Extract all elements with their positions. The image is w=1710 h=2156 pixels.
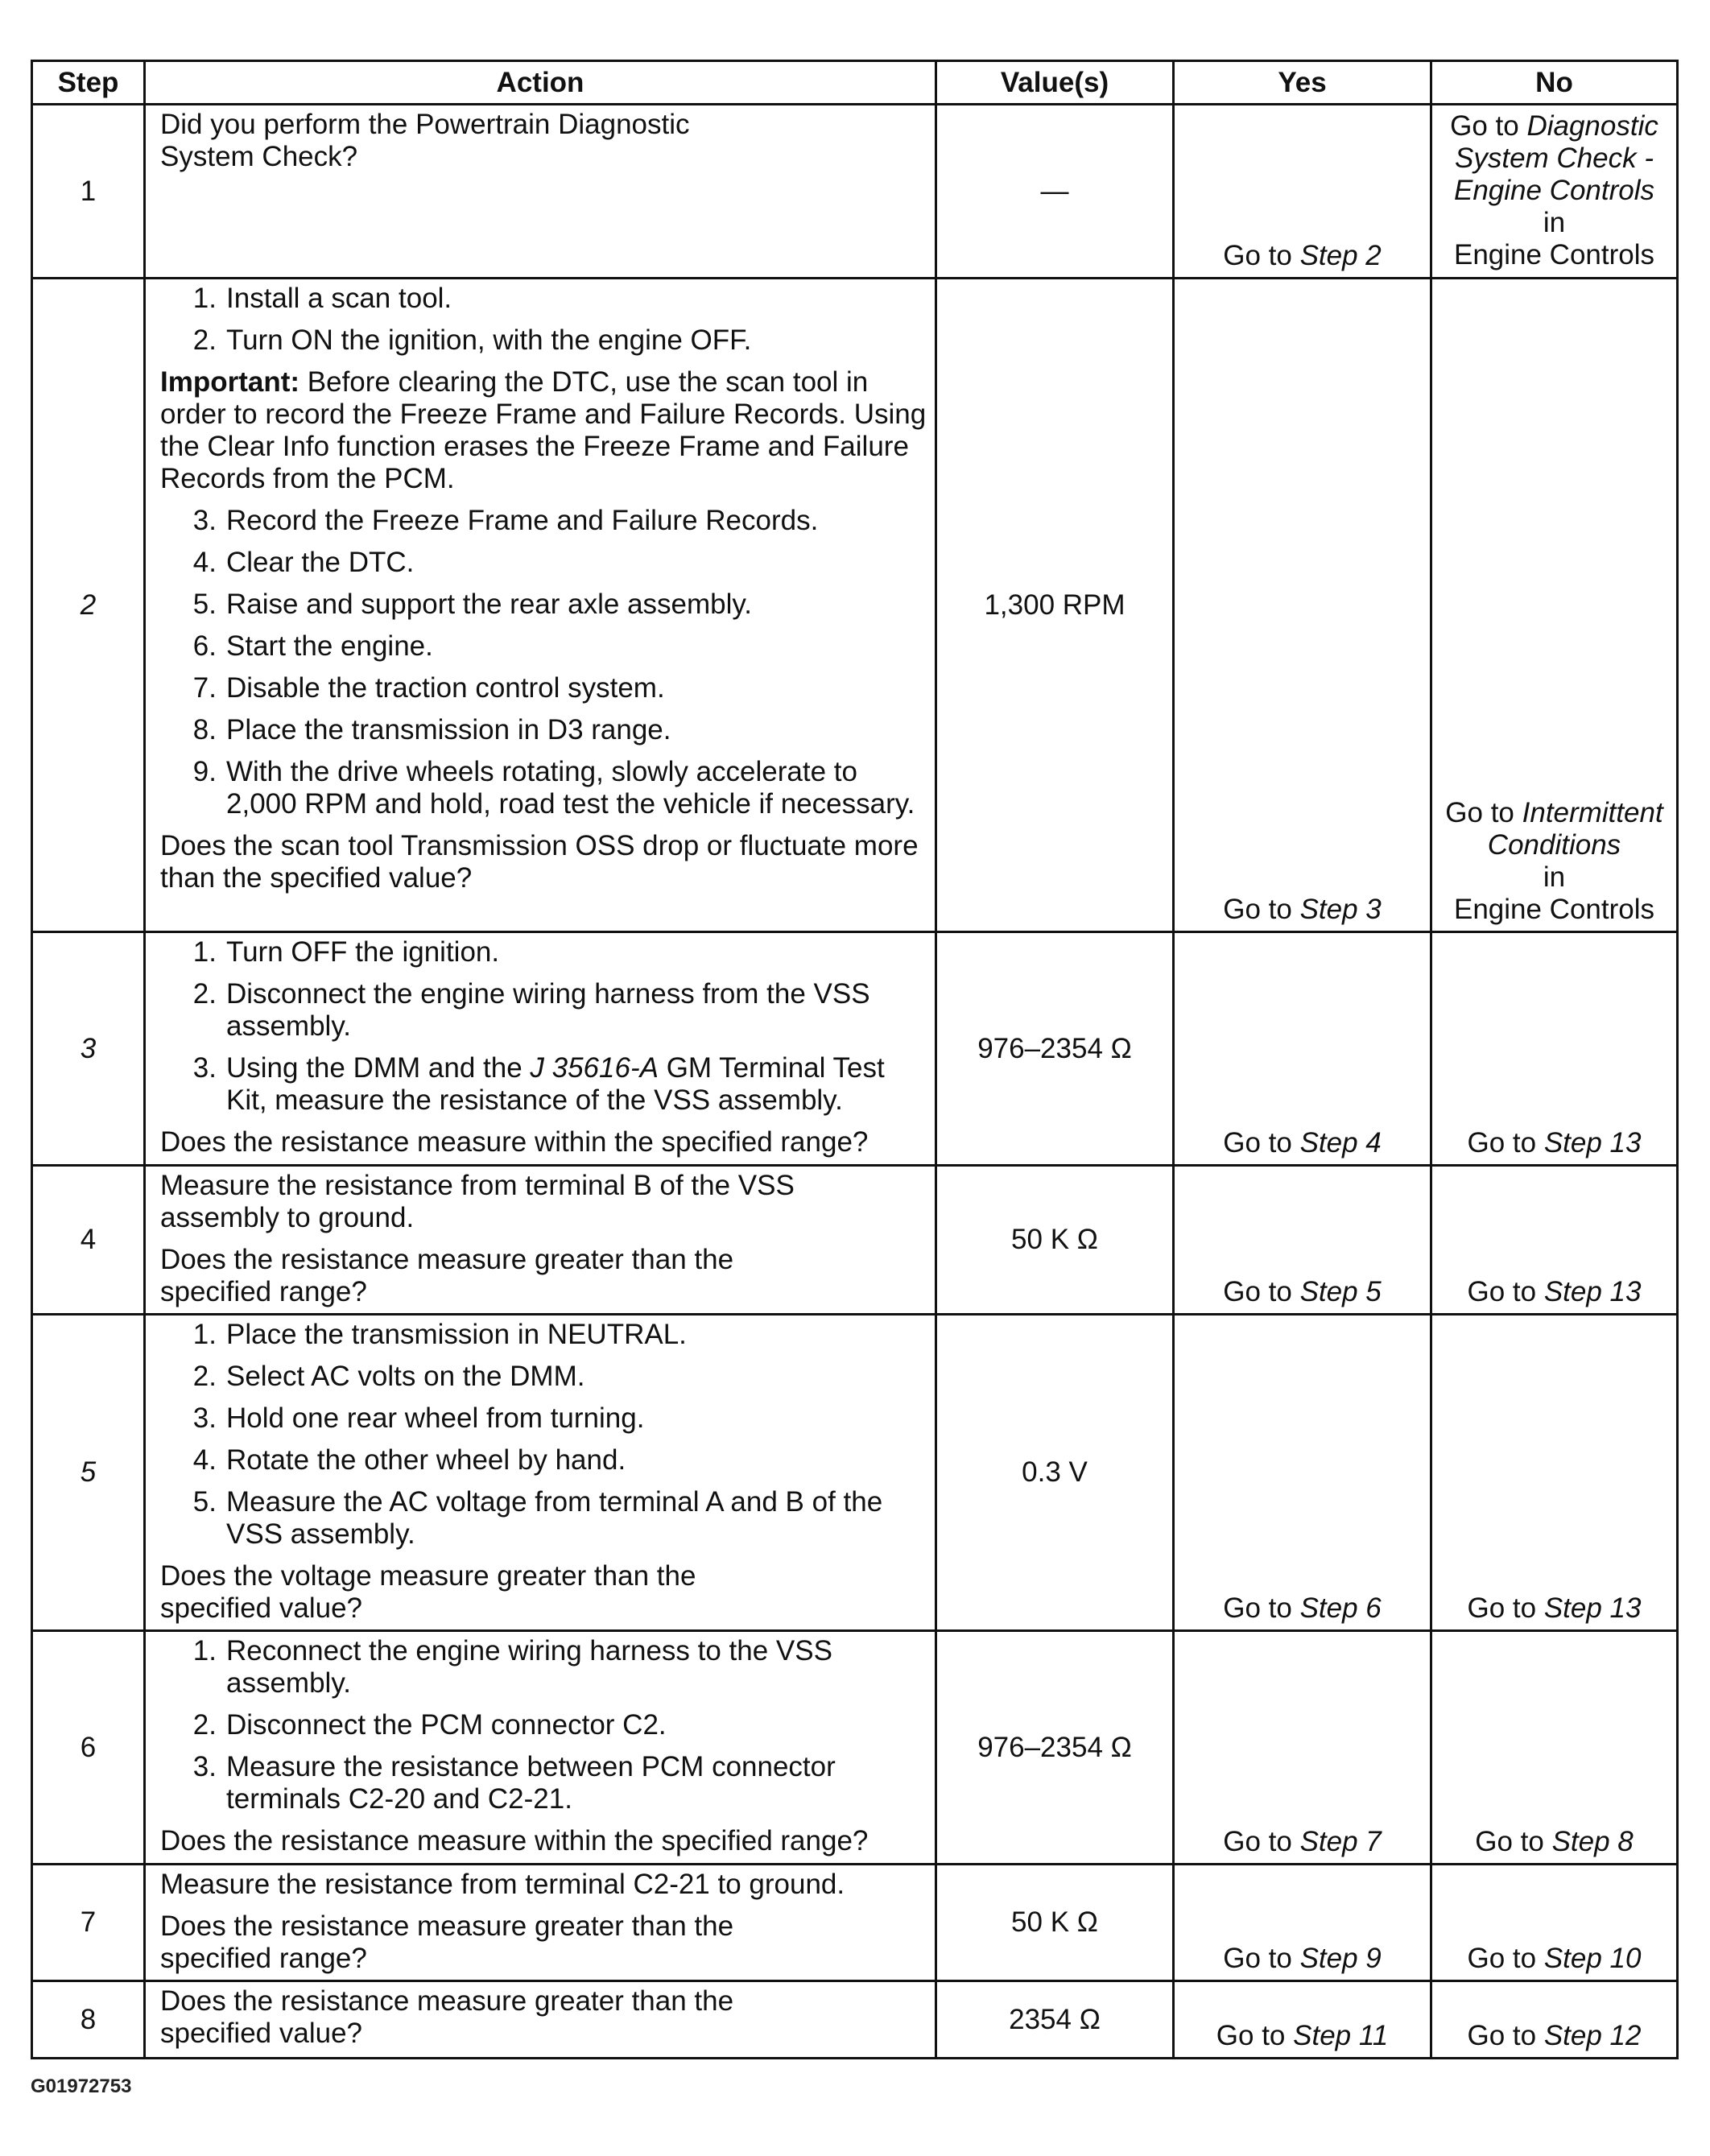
question-text: Does the scan tool Transmission OSS drop or fluctuate more than the specified value? (160, 830, 919, 894)
value-cell: 976–2354 Ω (936, 1631, 1174, 1865)
action-cell (145, 279, 936, 932)
list-item: 1. Install a scan tool. (192, 283, 452, 314)
table-row (32, 1981, 1678, 2059)
list-item: 4. Clear the DTC. (192, 547, 415, 578)
yes-cell (1174, 105, 1431, 279)
list-item: 3. Using the DMM and the J 35616-A GM Terminal Test Kit, measure the resistance of the VSS assembly. (192, 1052, 885, 1116)
no-section-link[interactable]: Intermittent Conditions (1487, 797, 1663, 861)
step-number: 3 (32, 932, 145, 1166)
figure-id: G01972753 (31, 2075, 132, 2097)
procedure-list (160, 936, 927, 1117)
value-cell: 50 K Ω (936, 1166, 1174, 1315)
yes-step-link[interactable]: Step 9 (1299, 1943, 1382, 1974)
no-step-link[interactable]: Step 8 (1551, 1826, 1634, 1857)
no-cell (1431, 932, 1678, 1166)
action-cell (145, 1865, 936, 1981)
list-item: 4. Rotate the other wheel by hand. (192, 1444, 626, 1476)
step-number: 4 (32, 1166, 145, 1315)
diagnostic-table (31, 60, 1679, 2059)
yes-cell (1174, 932, 1431, 1166)
table-row (32, 1631, 1678, 1865)
no-prefix: Go to (1467, 1943, 1544, 1974)
action-cell (145, 932, 936, 1166)
yes-cell (1174, 1315, 1431, 1631)
table-row (32, 1865, 1678, 1981)
important-label: Important: (160, 366, 300, 398)
no-step-link[interactable]: Step 13 (1543, 1276, 1642, 1307)
table-row (32, 932, 1678, 1166)
value-cell: 976–2354 Ω (936, 932, 1174, 1166)
instruction-text: Measure the resistance from terminal B of the VSS assembly to ground. (160, 1170, 795, 1233)
value-cell: — (936, 105, 1174, 279)
list-item: 6. Start the engine. (192, 630, 433, 662)
list-item: 9. With the drive wheels rotating, slowly accelerate to 2,000 RPM and hold, road test the vehicle if necessary. (192, 756, 915, 820)
no-section-link[interactable]: Diagnostic System Check - Engine Controls (1453, 110, 1658, 206)
table-row (32, 105, 1678, 279)
yes-prefix: Go to (1223, 1592, 1300, 1624)
instruction-text: Measure the resistance from terminal C2-21 to ground. (160, 1869, 845, 1900)
action-cell (145, 1631, 936, 1865)
yes-step-link[interactable]: Step 3 (1299, 894, 1382, 925)
yes-cell (1174, 279, 1431, 932)
table-row (32, 1166, 1678, 1315)
yes-prefix: Go to (1223, 1276, 1300, 1307)
table-row (32, 1315, 1678, 1631)
yes-prefix: Go to (1216, 2020, 1294, 2051)
no-step-link[interactable]: Step 10 (1543, 1943, 1642, 1974)
yes-step-link[interactable]: Step 5 (1299, 1276, 1382, 1307)
question-text: Does the resistance measure greater than the specified range? (160, 1910, 734, 1974)
list-item: 1. Reconnect the engine wiring harness to the VSS assembly. (192, 1635, 832, 1699)
yes-step-link[interactable]: Step 6 (1299, 1592, 1382, 1624)
yes-step-link[interactable]: Step 11 (1293, 2020, 1389, 2051)
action-cell (145, 105, 936, 279)
value-cell: 50 K Ω (936, 1865, 1174, 1981)
question-text: Does the resistance measure within the specified range? (160, 1825, 869, 1857)
yes-prefix: Go to (1223, 240, 1300, 271)
list-item: 2. Turn ON the ignition, with the engine OFF. (192, 324, 752, 356)
yes-cell (1174, 1865, 1431, 1981)
table-row (32, 279, 1678, 932)
no-cell (1431, 1315, 1678, 1631)
value-cell: 0.3 V (936, 1315, 1174, 1631)
header-step: Step (32, 61, 145, 105)
no-step-link[interactable]: Step 13 (1543, 1592, 1642, 1624)
no-suffix: Engine Controls (1453, 894, 1655, 925)
step-number: 1 (32, 105, 145, 279)
important-note (160, 366, 927, 495)
no-prefix: Go to (1467, 1127, 1544, 1159)
no-step-link[interactable]: Step 13 (1543, 1127, 1642, 1159)
no-cell (1431, 1981, 1678, 2059)
no-suffix: Engine Controls (1453, 239, 1655, 271)
list-item: 5. Raise and support the rear axle assembly. (192, 589, 753, 620)
value-cell: 2354 Ω (936, 1981, 1174, 2059)
no-prefix: Go to (1467, 1276, 1544, 1307)
no-cell (1431, 105, 1678, 279)
list-item: 8. Place the transmission in D3 range. (192, 714, 671, 746)
step-number: 2 (32, 279, 145, 932)
no-prefix: Go to (1475, 1826, 1552, 1857)
list-item: 2. Disconnect the PCM connector C2. (192, 1709, 667, 1741)
list-item: 2. Select AC volts on the DMM. (192, 1361, 585, 1392)
yes-step-link[interactable]: Step 2 (1299, 240, 1382, 271)
procedure-list (160, 1635, 927, 1815)
header-row (32, 61, 1678, 105)
list-item: 7. Disable the traction control system. (192, 672, 665, 704)
no-cell (1431, 1631, 1678, 1865)
procedure-list (160, 1319, 927, 1551)
header-no: No (1431, 61, 1678, 105)
important-text: Before clearing the DTC, use the scan tool in order to record the Freeze Frame and Failure Records. Using the Clear Info function erases the Freeze Frame and Failure Records from the PCM. (160, 366, 927, 494)
step-number: 8 (32, 1981, 145, 2059)
list-item: 3. Record the Freeze Frame and Failure Records. (192, 505, 819, 536)
yes-prefix: Go to (1223, 894, 1300, 925)
header-yes: Yes (1174, 61, 1431, 105)
no-in: in (1543, 207, 1566, 238)
question-text: Does the resistance measure greater than the specified range? (160, 1244, 734, 1307)
list-item: 3. Hold one rear wheel from turning. (192, 1402, 645, 1434)
list-item: 1. Turn OFF the ignition. (192, 936, 500, 968)
question-text: Did you perform the Powertrain Diagnostic System Check? (160, 109, 690, 172)
yes-cell (1174, 1631, 1431, 1865)
list-item: 5. Measure the AC voltage from terminal A and B of the VSS assembly. (192, 1486, 883, 1550)
no-in: in (1543, 861, 1566, 893)
action-cell (145, 1166, 936, 1315)
no-cell (1431, 279, 1678, 932)
no-cell (1431, 1865, 1678, 1981)
no-cell (1431, 1166, 1678, 1315)
header-values: Value(s) (936, 61, 1174, 105)
yes-step-link[interactable]: Step 4 (1299, 1127, 1382, 1159)
no-prefix: Go to (1467, 1592, 1544, 1624)
step-number: 7 (32, 1865, 145, 1981)
yes-prefix: Go to (1223, 1943, 1300, 1974)
header-action: Action (145, 61, 936, 105)
yes-cell (1174, 1981, 1431, 2059)
value-cell: 1,300 RPM (936, 279, 1174, 932)
yes-prefix: Go to (1223, 1127, 1300, 1159)
step-number: 5 (32, 1315, 145, 1631)
question-text: Does the resistance measure within the specified range? (160, 1126, 869, 1158)
action-cell (145, 1315, 936, 1631)
list-item: 2. Disconnect the engine wiring harness from the VSS assembly. (192, 978, 870, 1042)
tool-number: J 35616-A (530, 1052, 659, 1084)
no-prefix: Go to (1445, 797, 1522, 828)
yes-cell (1174, 1166, 1431, 1315)
yes-prefix: Go to (1223, 1826, 1300, 1857)
procedure-list (160, 505, 927, 820)
question-text: Does the resistance measure greater than the specified value? (160, 1985, 734, 2049)
list-item: 3. Measure the resistance between PCM connector terminals C2-20 and C2-21. (192, 1751, 836, 1815)
step-number: 6 (32, 1631, 145, 1865)
no-prefix: Go to (1450, 110, 1527, 142)
no-prefix: Go to (1467, 2020, 1544, 2051)
action-cell (145, 1981, 936, 2059)
no-step-link[interactable]: Step 12 (1543, 2020, 1642, 2051)
yes-step-link[interactable]: Step 7 (1299, 1826, 1382, 1857)
procedure-list (160, 283, 927, 357)
list-item: 1. Place the transmission in NEUTRAL. (192, 1319, 687, 1350)
question-text: Does the voltage measure greater than the specified value? (160, 1560, 696, 1624)
